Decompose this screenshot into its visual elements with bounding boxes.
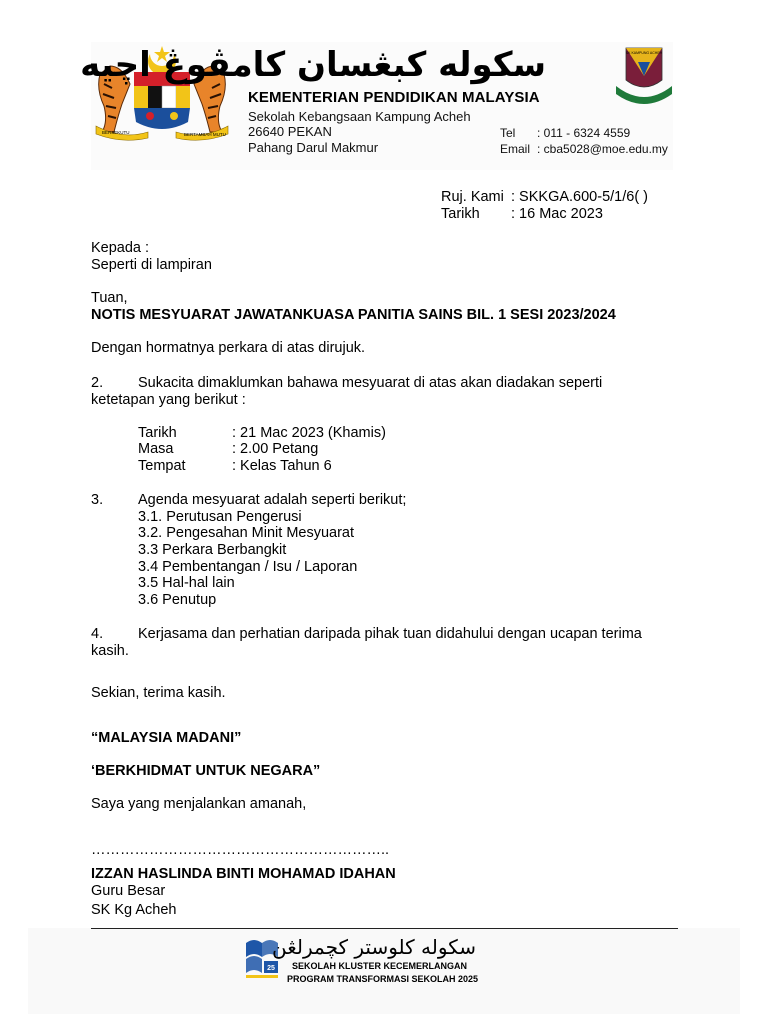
paragraph-4-line-2: kasih.	[91, 643, 129, 659]
paragraph-3-number: 3.	[91, 492, 104, 508]
tel-label: Tel	[500, 126, 516, 140]
footer-program-text: PROGRAM TRANSFORMASI SEKOLAH 2025	[287, 974, 479, 984]
salutation: Tuan,	[91, 290, 128, 306]
detail-label-date: Tarikh	[138, 425, 177, 441]
school-jawi-title	[80, 42, 550, 86]
detail-value-date: : 21 Mac 2023 (Khamis)	[232, 425, 386, 441]
recipient-value: Seperti di lampiran	[91, 257, 212, 273]
ministry-name: KEMENTERIAN PENDIDIKAN MALAYSIA	[248, 89, 540, 106]
paragraph-1: Dengan hormatnya perkara di atas dirujuk.	[91, 340, 366, 356]
footer-jawi-text	[272, 932, 478, 960]
reference-value: : SKKGA.600-5/1/6( )	[511, 189, 649, 205]
school-badge-text: SK KAMPUNG ACHEH	[625, 51, 663, 55]
school-badge-logo	[614, 46, 674, 106]
email-label: Email	[500, 142, 531, 156]
agenda-item: 3.6 Penutup	[138, 592, 217, 608]
reference-label: Ruj. Kami	[441, 189, 504, 205]
paragraph-2-number: 2.	[91, 375, 104, 391]
paragraph-2-line-2: ketetapan yang berikut :	[91, 392, 246, 408]
date-value: : 16 Mac 2023	[511, 206, 603, 222]
school-address-line-2: 26640 PEKAN	[248, 124, 332, 139]
amanah-statement: Saya yang menjalankan amanah,	[91, 796, 307, 812]
agenda-item: 3.3 Perkara Berbangkit	[138, 542, 287, 558]
detail-value-place: : Kelas Tahun 6	[232, 458, 332, 474]
slogan-malaysia-madani: “MALAYSIA MADANI”	[91, 730, 242, 746]
detail-label-place: Tempat	[138, 458, 186, 474]
footer-divider	[91, 928, 678, 929]
email-value: : cba5028@moe.edu.my	[537, 142, 668, 156]
detail-label-time: Masa	[138, 441, 174, 457]
svg-text:سکوله کلوستر کچمرلڠن: سکوله کلوستر کچمرلڠن	[272, 935, 476, 959]
slogan-berkhidmat: ‘BERKHIDMAT UNTUK NEGARA”	[91, 763, 321, 779]
detail-value-time: : 2.00 Petang	[232, 441, 319, 457]
footer-cluster-text: SEKOLAH KLUSTER KECEMERLANGAN	[292, 961, 468, 971]
school-address-line-3: Pahang Darul Makmur	[248, 140, 379, 155]
cluster-logo-number: 25	[267, 965, 275, 972]
paragraph-2-line-1: Sukacita dimaklumkan bahawa mesyuarat di atas akan diadakan seperti	[138, 375, 603, 391]
svg-text:سکوله کبڠسان کامڤوڠ اچيه: سکوله کبڠسان کامڤوڠ اچيه	[80, 45, 546, 85]
letter-subject: NOTIS MESYUARAT JAWATANKUASA PANITIA SAINS BIL. 1 SESI 2023/2024	[91, 307, 616, 323]
school-address-line-1: Sekolah Kebangsaan Kampung Acheh	[248, 109, 471, 124]
signer-name: IZZAN HASLINDA BINTI MOHAMAD IDAHAN	[91, 866, 396, 882]
agenda-item: 3.5 Hal-hal lain	[138, 575, 235, 591]
signer-title: Guru Besar	[91, 883, 166, 899]
tel-value: : 011 - 6324 4559	[537, 126, 631, 140]
agenda-item: 3.2. Pengesahan Minit Mesyuarat	[138, 525, 355, 541]
closing-remark: Sekian, terima kasih.	[91, 685, 226, 701]
agenda-item: 3.1. Perutusan Pengerusi	[138, 509, 302, 525]
date-label: Tarikh	[441, 206, 480, 222]
recipient-label: Kepada :	[91, 240, 150, 256]
paragraph-3-text: Agenda mesyuarat adalah seperti berikut;	[138, 492, 407, 508]
crest-motto-right: BERTAMBAH MUTU	[184, 132, 226, 137]
paragraph-4-number: 4.	[91, 626, 104, 642]
crest-motto-left: BERSEKUTU	[102, 130, 130, 135]
signature-line: ……………………………………………………..	[91, 842, 390, 858]
paragraph-4-line-1: Kerjasama dan perhatian daripada pihak tuan didahului dengan ucapan terima	[138, 626, 642, 642]
signer-school: SK Kg Acheh	[91, 902, 177, 918]
agenda-item: 3.4 Pembentangan / Isu / Laporan	[138, 559, 358, 575]
